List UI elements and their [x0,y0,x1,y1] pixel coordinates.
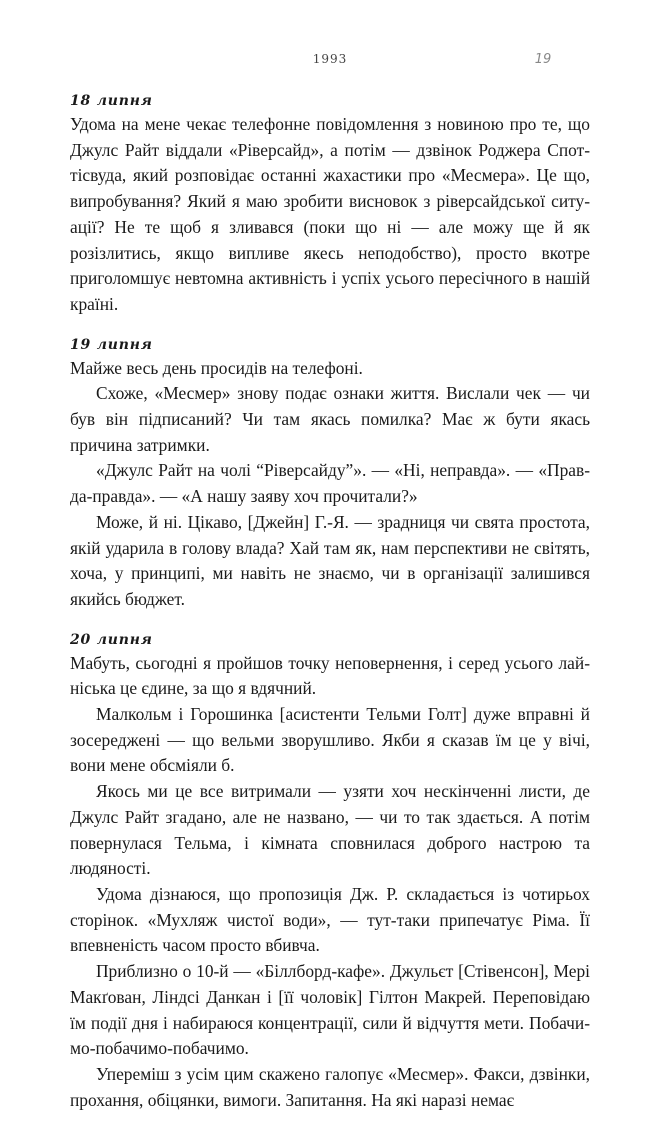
entry-paragraph: «Джулс Райт на чолі “Ріверсайду”». — «Ні, неправда». — «Правда-правда». — «А нашу заяву хоч прочитали?» [70,460,590,507]
entry-paragraph: Схоже, «Месмер» знову подає ознаки життя. Вислали чек — чи був він підписаний? Чи там якась помилка? Має ж бути якась причина затримки. [70,383,590,455]
page-body [70,90,590,1129]
entry-date: 20 липня [70,631,153,648]
entry-date: 19 липня [70,336,153,353]
diary-entry-july-19 [70,334,590,613]
entry-paragraph: Може, й ні. Цікаво, [Джейн] Г.-Я. — зрадниця чи свята простота, якій ударила в голову влада? Хай там як, нам перспективи не світять, хоча, у принципі, ми навіть не знаємо, чи в організації залишився якийсь бюджет. [70,511,590,609]
entry-paragraph: Мабуть, сьогодні я пройшов точку неповернення, і серед усього лайнiська це єдине, за що я вдячний. [70,652,590,699]
entry-paragraph: Удома дізнаюся, що пропозиція Дж. Р. складається із чотирьох сторінок. «Мухляж чистої води», — тут-таки припечатує Ріма. Її впевненість часом просто вбивча. [70,883,590,956]
page-number: 19 [534,52,552,67]
diary-entry-july-18 [70,90,590,318]
diary-entry-july-20 [70,629,590,1114]
entry-paragraph: Упереміш з усім цим скажено галопує «Месмер». Факси, дзвінки, прохання, обіцянки, вимоги. Запитання. На які наразі немає [70,1063,590,1110]
running-head-title: 1993 [312,52,348,66]
entry-paragraph: Удома на мене чекає телефонне повідомлення з новиною про те, що Джулс Райт віддали «Ріверсайд», а потім — дзвінок Роджера Споттісвуда, який розповідає останні жахастики про «Месмера». Це що, випробування? Який я маю зробити висновок з ріверсайдської ситуації? Не те щоб я зливався (поки що ні — але можу ще й як розізлитись, якщо випливе якесь неподобство), просто вкотре приголомшує невтомна активність і успіх усього пересічного в нашій країні. [70,114,590,314]
entry-date: 18 липня [70,93,153,109]
entry-paragraph: Приблизно о 10-й — «Біллборд-кафе». Джульєт [Стівенсон], Мері Макґован, Ліндсі Данкан і [її чоловік] Гілтон Макрей. Переповідаю їм події дня і набираюся концентрації, сили й відчуття мети. Побачимо-побачимо-побачимо. [70,961,590,1059]
entry-paragraph: Майже весь день просидів на телефоні. [70,357,363,378]
running-head [0,52,667,72]
entry-paragraph: Якось ми це все витримали — узяти хоч нескінченні листи, де Джулс Райт згадано, але не названо, — чи то так здається. А потім повернулася Тельма, і кімната сповнилася доброго настрою та людяності. [70,781,590,879]
entry-paragraph: Малкольм і Горошинка [асистенти Тельми Голт] дуже вправні й зосереджені — що вельми зворушливо. Якби я сказав їм це у вічі, вони мене обсміяли б. [70,704,590,776]
